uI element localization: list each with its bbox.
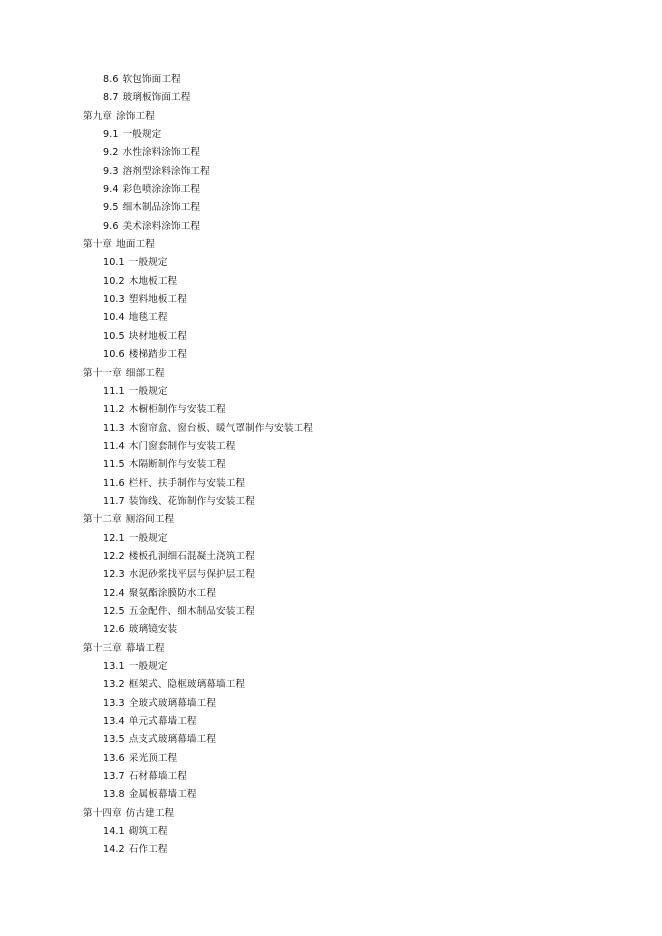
section-number: 11.6 [103,477,125,489]
section-title: 一般规定 [122,129,162,141]
section-title: 水泥砂浆找平层与保护层工程 [128,569,255,581]
section-number: 9.1 [103,129,119,141]
section-title: 聚氨酯涂膜防水工程 [128,587,217,599]
toc-section-entry [0,731,662,749]
section-title: 砌筑工程 [128,826,168,838]
section-number: 8.7 [103,92,119,104]
toc-section-entry [0,254,662,272]
chapter-number: 第十三章 [83,642,122,654]
toc-section-entry [0,603,662,621]
toc-section-entry [0,328,662,346]
toc-section-entry [0,199,662,217]
toc-section-entry [0,475,662,493]
section-title: 一般规定 [128,385,168,397]
chapter-number: 第十一章 [83,367,122,379]
toc-section-entry [0,438,662,456]
toc-section-entry [0,676,662,694]
chapter-number: 第九章 [83,110,113,122]
toc-section-entry [0,218,662,236]
section-title: 美术涂料涂饰工程 [122,220,201,232]
toc-section-entry [0,566,662,584]
section-title: 地毯工程 [128,312,168,324]
section-title: 采光顶工程 [128,752,178,764]
section-number: 10.3 [103,294,125,306]
section-title: 一般规定 [128,661,168,672]
section-title: 软包饰面工程 [122,74,181,85]
toc-section-entry [0,273,662,291]
section-number: 11.2 [103,404,125,416]
section-title: 栏杆、扶手制作与安装工程 [128,477,246,489]
toc-section-entry [0,621,662,639]
toc-section-entry [0,309,662,327]
chapter-title: 仿古建工程 [125,807,175,819]
toc-section-entry [0,346,662,364]
section-number: 12.2 [103,550,125,562]
section-title: 塑料地板工程 [128,294,187,306]
section-title: 石材幕墙工程 [128,771,187,783]
toc-section-entry [0,163,662,181]
section-number: 12.1 [103,532,125,544]
toc-section-entry [0,786,662,804]
chapter-title: 涂饰工程 [116,110,155,122]
section-title: 溶剂型涂料涂饰工程 [122,165,210,177]
section-title: 石作工程 [128,844,168,856]
section-title: 五金配件、细木制品安装工程 [128,605,255,617]
section-number: 11.4 [103,440,125,452]
toc-section-entry [0,126,662,144]
section-title: 楼梯踏步工程 [128,349,187,361]
toc-section-entry [0,401,662,419]
toc-chapter-heading [0,365,662,383]
toc-section-entry [0,383,662,401]
section-number: 12.4 [103,587,125,599]
section-number: 10.4 [103,312,125,324]
toc-section-entry [0,89,662,107]
section-title: 木地板工程 [128,275,178,287]
section-number: 12.3 [103,569,125,581]
toc-chapter-heading [0,108,662,126]
toc-section-entry [0,585,662,603]
toc-section-entry [0,841,662,859]
section-number: 12.6 [103,624,125,636]
toc-section-entry [0,530,662,548]
section-title: 玻璃镜安装 [128,624,178,636]
section-title: 点支式玻璃幕墙工程 [128,734,217,746]
section-number: 13.5 [103,734,125,746]
section-number: 14.2 [103,844,125,856]
section-number: 10.5 [103,330,125,342]
section-title: 金属板幕墙工程 [128,789,197,801]
toc-section-entry [0,181,662,199]
section-title: 木橱柜制作与安装工程 [128,404,226,416]
toc-section-entry [0,493,662,511]
section-title: 木隔断制作与安装工程 [128,459,226,471]
toc-section-entry [0,456,662,474]
section-number: 13.6 [103,752,125,764]
section-title: 一般规定 [128,257,168,269]
section-number: 9.3 [103,165,119,177]
section-title: 彩色喷涂涂饰工程 [122,184,201,196]
section-number: 9.4 [103,184,119,196]
section-number: 8.6 [103,74,119,85]
section-number: 10.1 [103,257,125,269]
section-title: 水性涂料涂饰工程 [122,147,201,159]
section-title: 木门窗套制作与安装工程 [128,440,236,452]
section-number: 13.7 [103,771,125,783]
section-title: 细木制品涂饰工程 [122,202,201,214]
toc-chapter-heading [0,805,662,823]
section-title: 单元式幕墙工程 [128,716,197,728]
section-number: 9.2 [103,147,119,159]
section-title: 楼板孔洞细石混凝土浇筑工程 [128,550,255,562]
section-title: 木窗帘盒、窗台板、暖气罩制作与安装工程 [128,422,313,434]
section-number: 13.4 [103,716,125,728]
table-of-contents [0,71,662,860]
toc-chapter-heading [0,236,662,254]
toc-section-entry [0,823,662,841]
section-title: 装饰线、花饰制作与安装工程 [128,495,255,507]
section-number: 11.7 [103,495,125,507]
section-number: 11.3 [103,422,125,434]
toc-section-entry [0,71,662,89]
toc-section-entry [0,658,662,676]
chapter-title: 细部工程 [125,367,165,379]
section-title: 全玻式玻璃幕墙工程 [128,697,217,709]
section-number: 10.6 [103,349,125,361]
toc-section-entry [0,291,662,309]
section-title: 块材地板工程 [128,330,187,342]
chapter-number: 第十章 [83,239,113,251]
section-number: 10.2 [103,275,125,287]
section-number: 13.2 [103,679,125,691]
section-title: 一般规定 [128,532,168,544]
section-number: 9.6 [103,220,119,232]
section-number: 12.5 [103,605,125,617]
chapter-number: 第十四章 [83,807,122,819]
section-number: 11.1 [103,385,125,397]
section-number: 13.8 [103,789,125,801]
toc-section-entry [0,144,662,162]
chapter-number: 第十二章 [83,514,122,526]
toc-section-entry [0,768,662,786]
section-number: 13.3 [103,697,125,709]
section-title: 玻璃板饰面工程 [122,92,191,104]
toc-section-entry [0,420,662,438]
toc-section-entry [0,713,662,731]
toc-section-entry [0,548,662,566]
chapter-title: 地面工程 [116,239,155,251]
section-number: 11.5 [103,459,125,471]
section-number: 14.1 [103,826,125,838]
section-number: 13.1 [103,661,125,672]
toc-chapter-heading [0,640,662,658]
chapter-title: 厕浴间工程 [125,514,175,526]
toc-chapter-heading [0,511,662,529]
toc-section-entry [0,750,662,768]
section-number: 9.5 [103,202,119,214]
section-title: 框架式、隐框玻璃幕墙工程 [128,679,246,691]
chapter-title: 幕墙工程 [125,642,165,654]
toc-section-entry [0,695,662,713]
